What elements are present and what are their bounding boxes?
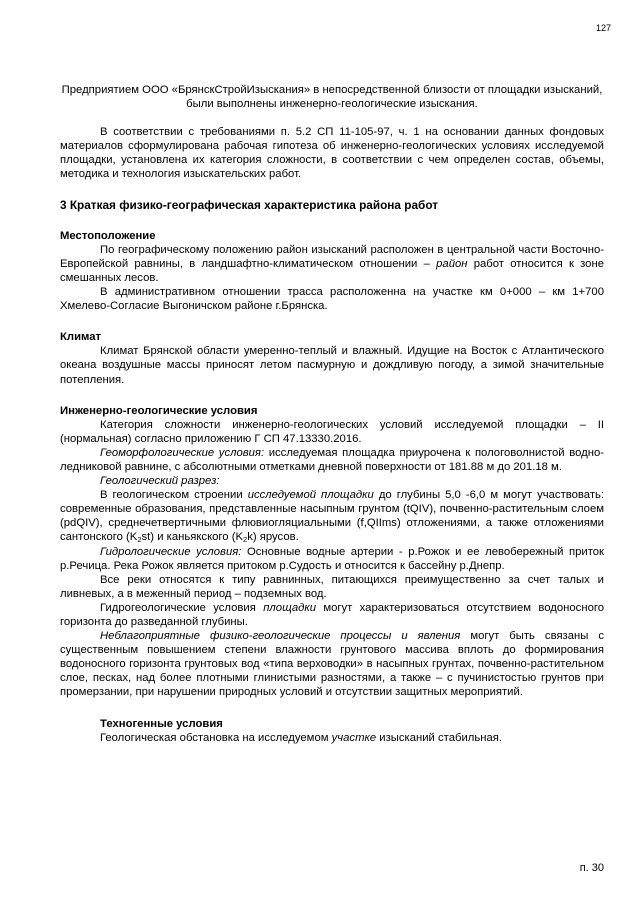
intro-paragraph-2: В соответствии с требованиями п. 5.2 СП 11-105-97, ч. 1 на основании данных фондовых материалов сформулирована рабочая гипотеза об инженерно-геологических условиях исследуемой площадки, установлена их категория сложности, в соответствии с чем определен состав, объемы, методика и технология изыскательских работ. <box>60 126 604 181</box>
technogenic-paragraph <box>60 731 604 745</box>
subscript-kanyak: 2 <box>243 535 248 545</box>
geology-heading: Инженерно-геологические условия <box>60 404 258 417</box>
geo-section-text-a: В геологическом строении <box>100 489 248 502</box>
geo-section-text-b: до глубины 5,0 -6,0 м могут участвовать: современные образования, представленные насыпным грунтом (tQIV), почвенно-растительным слоем (pdQIV), среднечетвертичными флювиогляциальными (f,QIIms) отложениями, а также отложениями сантонского (K <box>60 489 605 544</box>
geo-section-text-d: k) ярусов. <box>247 531 299 544</box>
technogenic-heading: Техногенные условия <box>100 717 223 730</box>
climate-paragraph: Климат Брянской области умеренно-теплый и влажный. Идущие на Восток с Атлантического океана воздушные массы приносят летом пасмурную и дождливую погоду, а зимой значительные потепления. <box>60 345 604 386</box>
geomorphology-paragraph <box>60 446 604 474</box>
page-number-bottom: п. 30 <box>579 862 604 874</box>
adverse-processes-paragraph <box>60 629 604 699</box>
section-3-title: 3 Краткая физико-географическая характеристика района работ <box>60 197 439 212</box>
location-heading: Местоположение <box>60 229 156 242</box>
hydrology-text: Основные водные артерии - р.Рожок и ее левобережный приток р.Речица. Река Рожок является притоком р.Судость и относится к бассейну р.Днепр. <box>60 545 604 572</box>
geological-section-paragraph <box>60 488 604 544</box>
subscript-santon: 2 <box>137 535 142 545</box>
hydrogeology-text-a: Гидрогеологические условия <box>100 601 264 614</box>
location-text-a: По географическому положению район изысканий расположен в центральной части Восточно-Европейской равнины, в ландшафтно-климатическом отношении – <box>60 243 604 270</box>
technogenic-text-a: Геологическая обстановка на исследуемом <box>100 731 332 744</box>
climate-heading: Климат <box>60 331 102 344</box>
hydrology-paragraph <box>60 545 604 573</box>
geomorphology-label: Геоморфологические условия: <box>100 446 265 459</box>
geology-category-paragraph: Категория сложности инженерно-геологических условий исследуемой площадки – II (нормальная) согласно приложению Г СП 47.13330.2016. <box>60 418 604 445</box>
hydrology-label: Гидрологические условия: <box>100 545 242 558</box>
page-number-top: 127 <box>595 23 611 33</box>
geological-section-label <box>60 474 604 488</box>
geological-section-label-text: Геологический разрез: <box>100 475 220 488</box>
page-content <box>60 83 604 745</box>
adverse-processes-label: Неблагоприятные физико-геологические процессы и явления <box>100 630 461 643</box>
technogenic-italic: участке <box>331 731 377 744</box>
hydrogeology-text-b: могут характеризоваться отсутствием водоносного горизонта до разведанной глубины. <box>60 601 605 628</box>
intro-paragraph-1: Предприятием ООО «БрянскСтройИзыскания» в непосредственной близости от площадки изысканий, были выполнены инженерно-геологические изыскания. <box>61 84 603 111</box>
location-text-b: работ относится к зоне смешанных лесов. <box>60 257 604 284</box>
technogenic-text-b: изысканий стабильная. <box>376 731 503 744</box>
hydrogeology-italic: площадки <box>263 601 316 614</box>
location-paragraph-2: В административном отношении трасса расположенна на участке км 0+000 – км 1+700 Хмелево-Согласие Выгоничском районе г.Брянска. <box>60 286 604 313</box>
rivers-paragraph: Все реки относятся к типу равнинных, питающихся преимущественно за счет талых и ливневых, а в меженный период – подземных вод. <box>60 573 604 600</box>
adverse-processes-text: могут быть связаны с существенным повышением степени влажности грунтового массива вплоть до формирования водоносного горизонта грунтовых вод «типа верховодки» в насыпных грунтах, почвенно-растительном слое, песках, над более плотными глинистыми разностями, а также – с пучинистостью грунтов при промерзании, при нарушении природных условий и отсутствии защитных мероприятий. <box>60 630 605 699</box>
geomorphology-text: исследуемая площадка приурочена к пологоволнистой водно-ледниковой равнине, с абсолютными отметками дневной поверхности от 181.88 м до 201.18 м. <box>60 446 604 473</box>
hydrogeology-paragraph <box>60 601 604 629</box>
geo-section-italic: исследуемой площадки <box>247 489 374 502</box>
location-text-italic: район <box>436 257 468 270</box>
location-paragraph-1 <box>60 243 604 285</box>
geo-section-text-c: st) и каньякского (K <box>141 531 244 544</box>
